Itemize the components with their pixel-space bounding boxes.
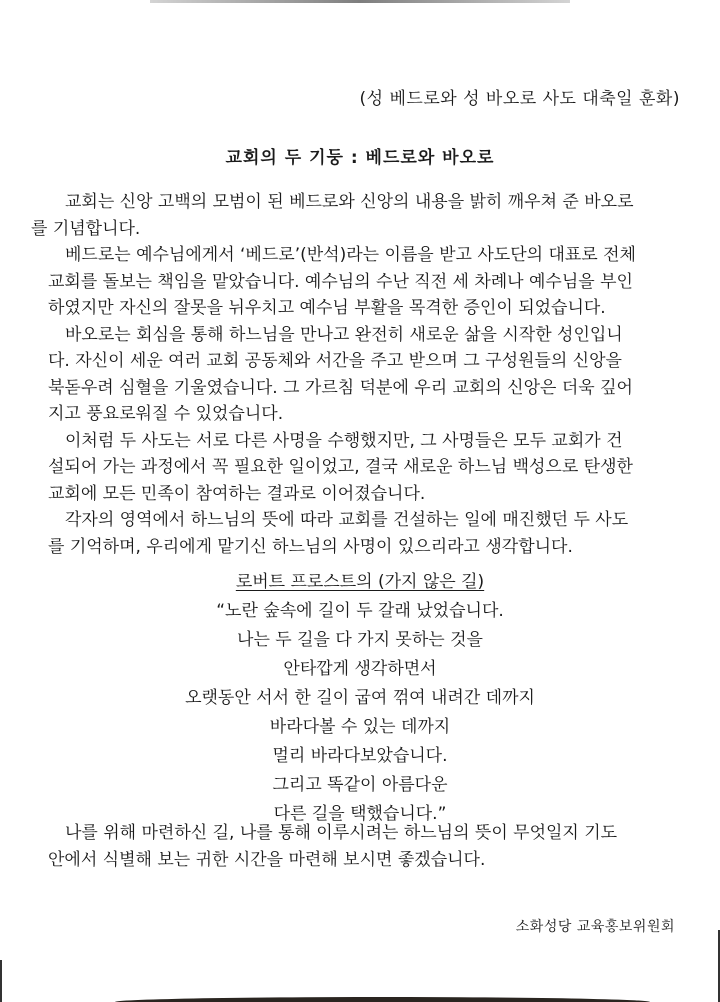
poem-line: 바라다볼 수 있는 데까지	[269, 717, 451, 737]
document-title: 교회의 두 기둥 : 베드로와 바오로	[225, 148, 495, 168]
paper-top-edge	[150, 0, 570, 3]
text-line: 나를 위해 마련하신 길, 나를 통해 이루시려는 하느님의 뜻이 무엇일지 기도	[65, 823, 618, 843]
text-line: 안에서 식별해 보는 귀한 시간을 마련해 보시면 좋겠습니다.	[48, 850, 486, 870]
text-line: 지고 풍요로워질 수 있었습니다.	[48, 404, 284, 424]
closing-paragraph	[48, 820, 688, 874]
poem-line: 멀리 바라다보았습니다.	[272, 746, 448, 766]
text-line: 교회를 돌보는 책임을 맡았습니다. 예수님의 수난 직전 세 차례나 예수님을 부인	[48, 271, 633, 292]
text-line: 교회에 모든 민족이 참여하는 결과로 이어졌습니다.	[48, 483, 426, 504]
poem-block	[0, 568, 720, 829]
document-subtitle: (성 베드로와 성 바오로 사도 대축일 훈화)	[359, 89, 680, 109]
text-line: 이처럼 두 사도는 서로 다른 사명을 수행했지만, 그 사명들은 모두 교회가 건	[65, 430, 623, 451]
text-line: 북돋우려 심혈을 기울였습니다. 그 가르침 덕분에 우리 교회의 신앙은 더욱 깊어	[48, 377, 633, 398]
paragraph-2	[48, 242, 678, 322]
signature: 소화성당 교육홍보위원회	[515, 919, 675, 935]
text-line: 를 기념합니다.	[31, 218, 141, 239]
poem-line: 오랫동안 서서 한 길이 굽여 꺾여 내려간 데까지	[185, 688, 535, 708]
paper-left-edge	[0, 960, 2, 1002]
text-line: 를 기억하며, 우리에게 맡기신 하느님의 사명이 있으리라고 생각합니다.	[48, 536, 573, 557]
paragraph-1	[31, 189, 678, 242]
poem-line: 나는 두 길을 다 가지 못하는 것을	[237, 630, 483, 650]
paragraph-3	[48, 322, 678, 428]
text-line: 다. 자신이 세운 여러 교회 공동체와 서간을 주고 받으며 그 구성원들의 신앙을	[48, 351, 622, 371]
poem-line: 다른 길을 택했습니다.”	[273, 804, 447, 824]
text-line: 베드로는 예수님에게서 ‘베드로’(반석)라는 이름을 받고 사도단의 대표로 전체	[65, 245, 636, 265]
text-line: 설되어 가는 과정에서 꼭 필요한 일이었고, 결국 새로운 하느님 백성으로 탄생한	[48, 457, 633, 477]
text-line: 하였지만 자신의 잘못을 뉘우치고 예수님 부활을 목격한 증인이 되었습니다.	[48, 298, 606, 318]
document-body	[31, 189, 678, 560]
text-line: 바오로는 회심을 통해 하느님을 만나고 완전히 새로운 삶을 시작한 성인입니	[65, 324, 623, 345]
poem-line: 안타깝게 생각하면서	[283, 659, 437, 679]
paragraph-5	[48, 507, 678, 560]
text-line: 각자의 영역에서 하느님의 뜻에 따라 교회를 건설하는 일에 매진했던 두 사도	[65, 510, 629, 530]
text-line: 교회는 신앙 고백의 모범이 된 베드로와 신앙의 내용을 밝히 깨우쳐 준 바오로	[65, 192, 634, 212]
poem-line: 그리고 똑같이 아름다운	[272, 775, 448, 795]
poem-title: 로버트 프로스트의 (가지 않은 길)	[235, 572, 485, 592]
paper-bottom-edge	[115, 997, 650, 1002]
paragraph-4	[48, 428, 678, 508]
poem-line: “노란 숲속에 길이 두 갈래 났었습니다.	[216, 601, 504, 621]
